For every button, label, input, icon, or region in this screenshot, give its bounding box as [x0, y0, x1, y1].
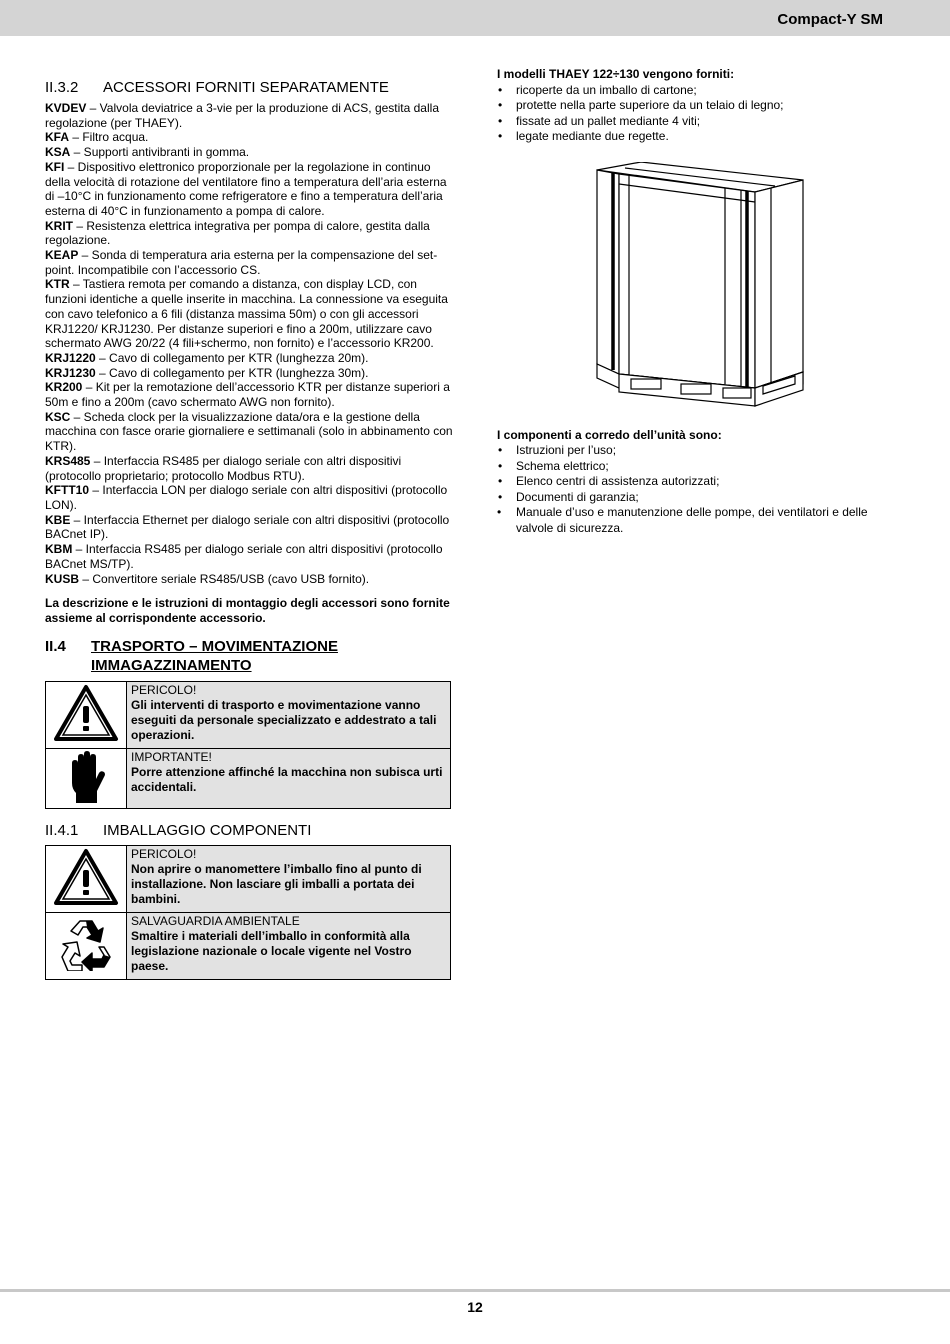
list-item: • Schema elettrico; — [516, 459, 907, 475]
accessory-description: – Supporti antivibranti in gomma. — [70, 145, 250, 160]
list-item: • ricoperte da un imballo di cartone; — [516, 83, 907, 99]
section-title — [91, 637, 338, 675]
accessory-item — [45, 483, 453, 512]
list-item: • Istruzioni per l’uso; — [516, 443, 907, 459]
page-number: 12 — [467, 1299, 483, 1315]
accessory-description: – Cavo di collegamento per KTR (lunghezza 30m). — [95, 365, 369, 380]
warning-text-cell — [127, 681, 451, 748]
warning-kind: PERICOLO! — [131, 847, 197, 862]
accessory-description: – Scheda clock per la visualizzazione data/ora e la gestione della macchina con fasce orarie giornaliere e settimanali (solo in abbinamento con KTR). — [45, 409, 453, 454]
models-supply-heading: I modelli THAEY 122÷130 vengono forniti: — [497, 67, 735, 81]
list-item: • fissate ad un pallet mediante 4 viti; — [516, 114, 907, 130]
section-heading-packaging — [45, 822, 453, 840]
section-number: II.4 — [45, 637, 66, 655]
components-heading: I componenti a corredo dell’unità sono: — [497, 427, 722, 442]
models-supply-list — [497, 83, 907, 145]
section-title-line1: TRASPORTO – MOVIMENTAZIONE — [91, 637, 338, 655]
accessory-code: KRS485 — [45, 453, 91, 468]
accessory-description: – Interfaccia RS485 per dialogo seriale con altri dispositivi (protocollo BACnet MS/TP). — [45, 542, 443, 571]
accessory-code: KSC — [45, 409, 71, 424]
accessory-description: – Cavo di collegamento per KTR (lunghezza 20m). — [95, 350, 369, 365]
right-column — [497, 67, 907, 536]
danger-icon — [46, 681, 127, 748]
accessory-code: KBM — [45, 542, 73, 557]
accessory-item — [45, 380, 453, 409]
warning-text: Non aprire o manomettere l’imballo fino al punto di installazione. Non lasciare gli imballi a portata dei bambini. — [131, 862, 422, 907]
accessory-code: KVDEV — [45, 101, 87, 115]
section-title-line2: IMMAGAZZINAMENTO — [91, 656, 252, 674]
packaged-unit-illustration — [595, 162, 807, 412]
warning-kind: IMPORTANTE! — [131, 749, 212, 764]
section-title: IMBALLAGGIO COMPONENTI — [103, 822, 312, 840]
packaging-warnings-table — [45, 845, 451, 980]
accessory-item — [45, 351, 453, 366]
accessory-code: KTR — [45, 277, 70, 292]
accessory-item — [45, 248, 453, 277]
accessory-code: KR200 — [45, 380, 83, 395]
accessory-description: – Sonda di temperatura aria esterna per la compensazione del set-point. Incompatibile con l’accessorio CS. — [45, 248, 438, 277]
header-bar — [0, 0, 950, 36]
recycle-icon — [46, 913, 127, 980]
accessory-description: – Kit per la remotazione dell’accessorio KTR per distanze superiori a 50m e fino a 200m (cavo schermato AWG non fornito). — [45, 380, 450, 410]
accessory-note: La descrizione e le istruzioni di montaggio degli accessori sono fornite assieme al corrispondente accessorio. — [45, 596, 450, 625]
warning-text: Gli interventi di trasporto e movimentazione vanno eseguiti da personale specializzato e addestrato a tali operazioni. — [131, 697, 437, 742]
section-title: ACCESSORI FORNITI SEPARATAMENTE — [103, 79, 389, 96]
danger-icon — [46, 846, 127, 913]
transport-warnings-table — [45, 681, 451, 810]
accessory-item — [45, 366, 453, 381]
list-item: • protette nella parte superiore da un telaio di legno; — [516, 98, 907, 114]
accessory-item — [45, 454, 453, 483]
accessory-item — [45, 513, 453, 542]
section-heading-transport — [45, 637, 453, 675]
accessory-code: KFA — [45, 130, 69, 145]
warning-kind: PERICOLO! — [131, 682, 197, 697]
accessory-description: – Tastiera remota per comando a distanza, con display LCD, con funzioni identiche a quelle inserite in macchina. La connessione va eseguita con cavo telefonico a 6 fili (distanza massima 50m) o con gli accessori KRJ1220/ KRJ1230. Per distanze superiori e fino a 200m, utilizzare cavo schermato AWG 20/22 (4 fili+schermo, non fornito) e l’accessorio KR200. — [45, 277, 448, 351]
warning-row — [46, 846, 451, 913]
accessory-item — [45, 542, 453, 571]
section-number: II.3.2 — [45, 79, 79, 96]
list-item: • Elenco centri di assistenza autorizzati; — [516, 474, 907, 490]
accessory-item — [45, 572, 453, 587]
warning-kind: SALVAGUARDIA AMBIENTALE — [131, 914, 300, 929]
accessory-code: KSA — [45, 145, 71, 160]
accessory-description: – Convertitore seriale RS485/USB (cavo USB fornito). — [79, 571, 370, 586]
list-item-wrapped — [497, 505, 907, 536]
list-item: • Documenti di garanzia; — [516, 490, 907, 506]
accessory-description: – Valvola deviatrice a 3-vie per la produzione di ACS, gestita dalla regolazione (per THAEY). — [45, 101, 439, 130]
warning-row — [46, 681, 451, 748]
accessory-item — [45, 277, 453, 351]
section-heading-accessories — [45, 79, 453, 96]
accessory-description: – Interfaccia Ethernet per dialogo seriale con altri dispositivi (protocollo BACnet IP). — [45, 512, 450, 542]
accessory-description: – Interfaccia RS485 per dialogo seriale con altri dispositivi (protocollo proprietario; protocollo Modbus RTU). — [45, 453, 402, 483]
accessory-item — [45, 130, 453, 145]
warning-text: Smaltire i materiali dell’imballo in conformità alla legislazione nazionale o locale vigente nel Vostro paese. — [131, 929, 412, 974]
accessory-item — [45, 219, 453, 248]
accessory-item — [45, 101, 453, 130]
accessory-description: – Filtro acqua. — [69, 130, 149, 145]
list-item: Manuale d’uso e manutenzione delle pompe, dei ventilatori e delle valvole di sicurezza. — [516, 505, 868, 535]
accessory-item — [45, 410, 453, 454]
accessory-list — [45, 101, 453, 586]
accessory-code: KBE — [45, 512, 71, 527]
accessory-code: KRJ1230 — [45, 365, 96, 380]
accessory-code: KRJ1220 — [45, 350, 96, 365]
warning-text-cell — [127, 846, 451, 913]
accessory-description: – Interfaccia LON per dialogo seriale con altri dispositivi (protocollo LON). — [45, 483, 448, 512]
list-item: • legate mediante due regette. — [516, 129, 907, 145]
accessory-item — [45, 145, 453, 160]
warning-row — [46, 913, 451, 980]
hand-stop-icon — [46, 748, 127, 809]
warning-row — [46, 748, 451, 809]
accessory-code: KFTT10 — [45, 483, 90, 498]
warning-text-cell — [127, 748, 451, 809]
bullet: • — [497, 505, 502, 519]
accessory-item — [45, 160, 453, 219]
footer-divider — [0, 1289, 950, 1292]
accessory-description: – Resistenza elettrica integrativa per pompa di calore, gestita dalla regolazione. — [45, 218, 430, 248]
section-number: II.4.1 — [45, 822, 79, 840]
accessory-code: KEAP — [45, 248, 79, 263]
accessory-description: – Dispositivo elettronico proporzionale per la regolazione in continuo della velocità di rotazione del ventilatore fino a temperatura dell’aria esterna di –10°C in funzionamento come refrigeratore e fino a temperatura dell’aria esterna di 40°C in funzionamento a pompa di calore. — [45, 159, 447, 218]
accessory-code: KFI — [45, 159, 65, 174]
accessory-code: KRIT — [45, 218, 73, 233]
document-title: Compact-Y SM — [777, 11, 883, 28]
accessory-code: KUSB — [45, 571, 80, 586]
warning-text-cell — [127, 913, 451, 980]
left-column — [45, 79, 453, 980]
components-list — [497, 443, 907, 505]
warning-text: Porre attenzione affinché la macchina non subisca urti accidentali. — [131, 764, 443, 794]
